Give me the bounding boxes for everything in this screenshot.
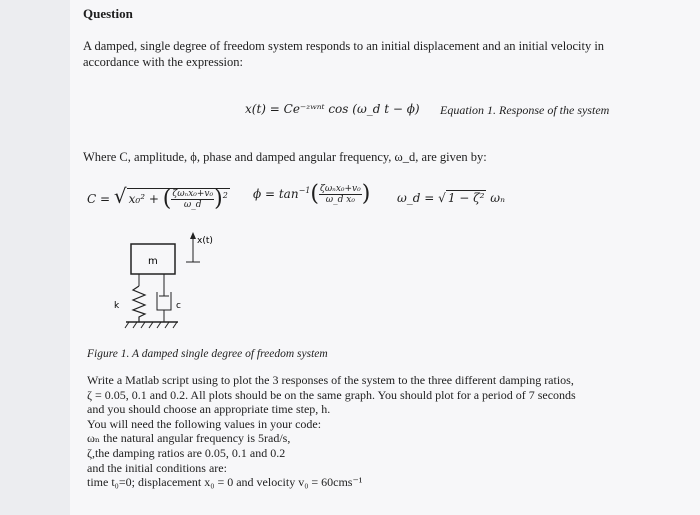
spring-label: k	[114, 301, 120, 311]
task-line: time t₀=0; displacement x₀ = 0 and velocity v₀ = 60cms⁻¹	[87, 475, 363, 490]
task-line: and you should choose an appropriate time step, h.	[87, 402, 331, 417]
c-fraction	[171, 189, 214, 210]
figure-caption: Figure 1. A damped single degree of freedom system	[87, 348, 328, 360]
c-term1: x₀²	[128, 192, 146, 206]
damper-label: c	[176, 301, 181, 311]
phi-lhs: ϕ = tan	[253, 187, 299, 201]
where-sentence: Where C, amplitude, ϕ, phase and damped angular frequency, ω_d, are given by:	[83, 150, 487, 164]
c-lhs: C =	[87, 192, 111, 206]
phi-fraction	[319, 184, 362, 205]
task-line: ζ,the damping ratios are 0.05, 0.1 and 0.2	[87, 445, 286, 460]
task-line: ωₙ the natural angular frequency is 5rad/s,	[87, 431, 291, 446]
c-exponent: 2	[222, 191, 228, 200]
displacement-label: x(t)	[197, 236, 213, 246]
task-line: ζ = 0.05, 0.1 and 0.2. All plots should be on the same graph. You should plot for a period of 7 seconds	[87, 387, 576, 402]
damped-frequency-formula: ω_d = √ 1 − ζ² ωₙ	[397, 191, 505, 205]
equation-label: Equation 1. Response of the system	[440, 103, 610, 117]
task-line: You will need the following values in your code:	[87, 416, 322, 431]
task-line: and the initial conditions are:	[87, 460, 227, 475]
wd-suffix: ωₙ	[490, 191, 505, 205]
task-line: Write a Matlab script using to plot the 3 responses of the system to the three different damping ratios,	[87, 373, 574, 387]
sdof-diagram	[108, 228, 218, 344]
phi-frac-num: ζωₙx₀+v₀	[319, 184, 361, 194]
response-equation: x(t) = Ce⁻ᶻʷⁿᵗ cos (ω_d t − ϕ)	[245, 102, 420, 116]
intro-paragraph: A damped, single degree of freedom system responds to an initial displacement and an initial velocity in accordance with the expression:	[83, 39, 605, 69]
amplitude-formula: C = √ x₀² + ( $\frac{\text{ζωₙx₀+v₀}}{\omega\_d}$ )$^2$	[87, 184, 228, 212]
c-plus: +	[148, 192, 159, 206]
phi-exp: −1	[298, 186, 311, 195]
wd-lhs: ω_d =	[397, 191, 435, 205]
task-paragraph	[87, 373, 657, 490]
question-heading: Question	[83, 6, 133, 21]
displacement-arrow-head	[190, 232, 196, 239]
spring-icon	[133, 286, 145, 322]
wd-radicand: 1 − ζ²	[447, 191, 485, 205]
c-frac-den: ω_d	[183, 200, 202, 210]
phase-formula: $\phi = \tan^{-1}$( $\frac{\text{ζωₙx₀+v₀}}{\text{ω\_d x₀}}$ )	[253, 181, 371, 207]
c-frac-num: ζωₙx₀+v₀	[172, 189, 214, 199]
mass-label: m	[148, 256, 158, 267]
phi-frac-den: ω_d x₀	[325, 195, 355, 205]
